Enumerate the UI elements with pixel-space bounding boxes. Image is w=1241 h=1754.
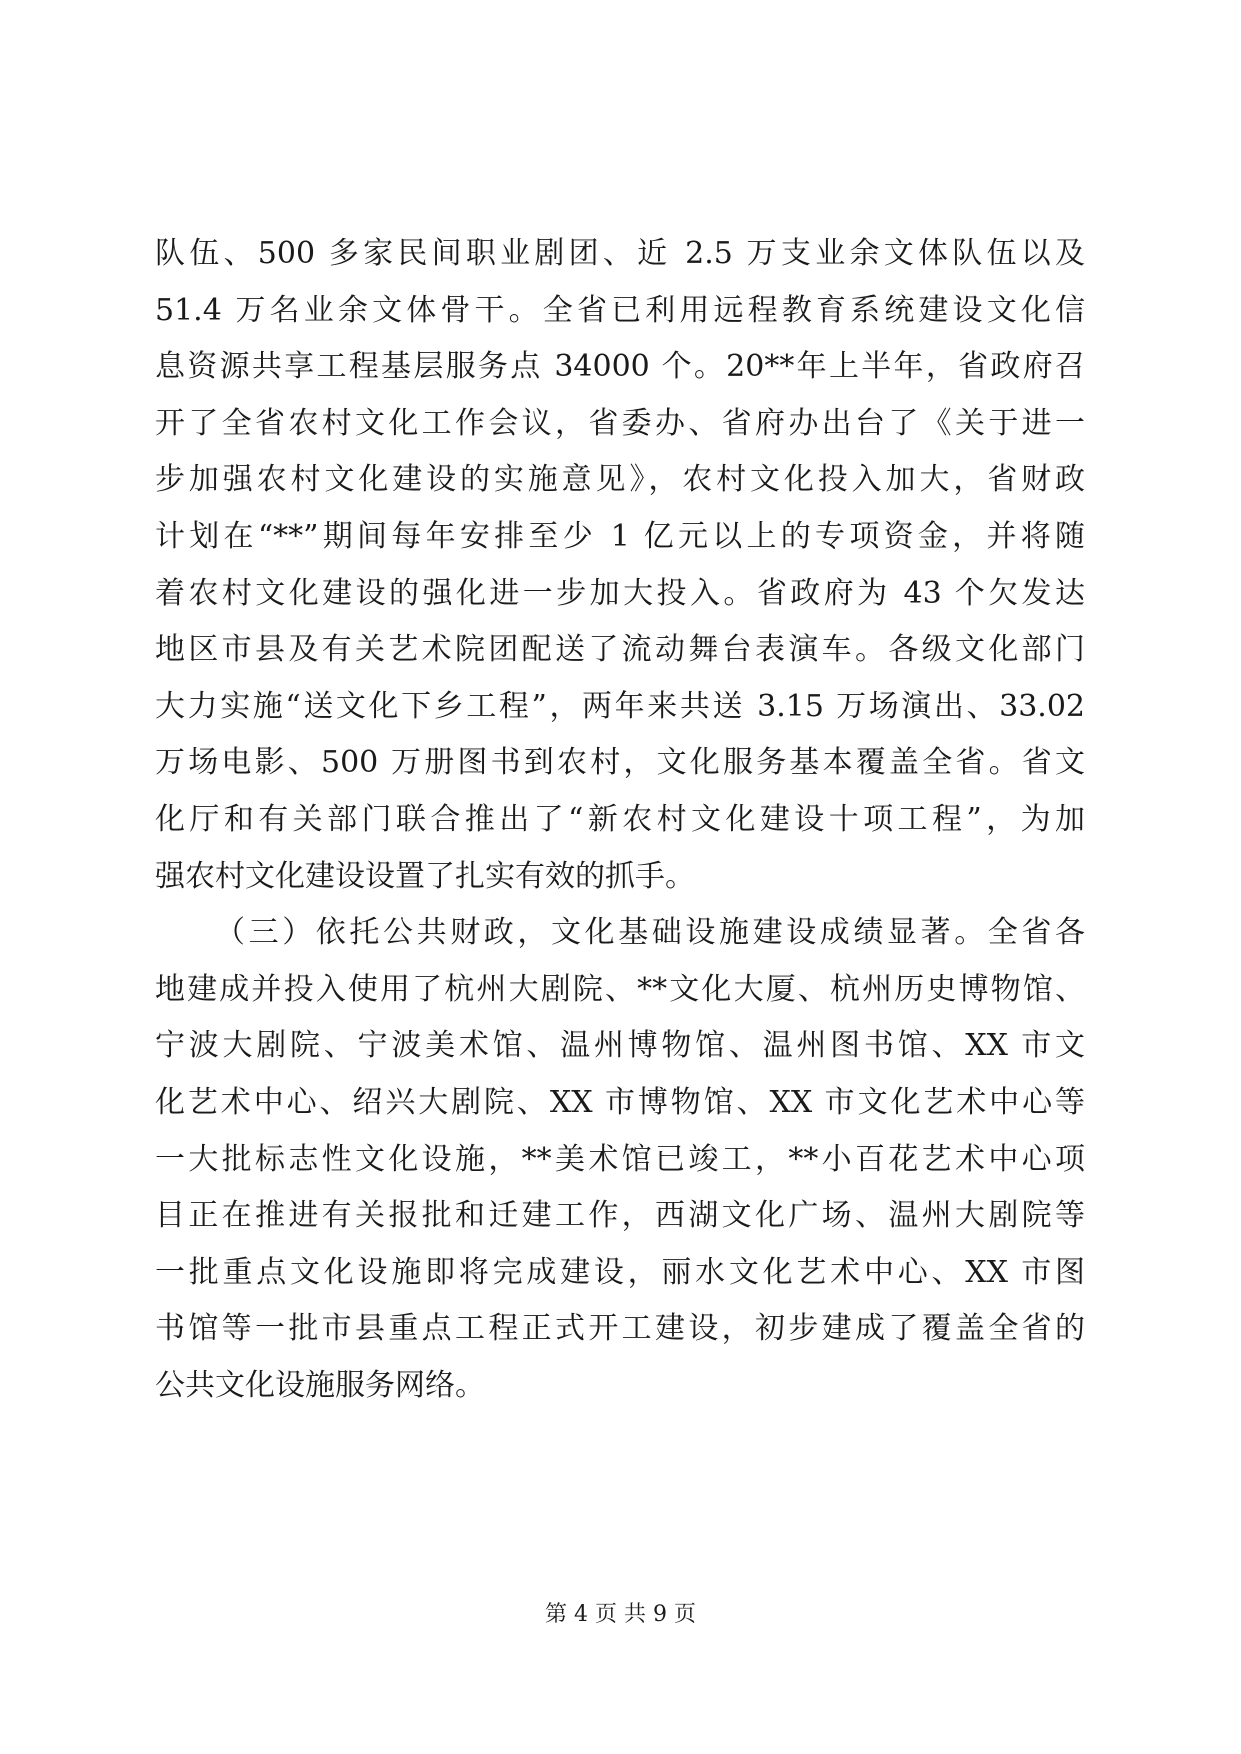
text-line: 书馆等一批市县重点工程正式开工建设，初步建成了覆盖全省的 (155, 1311, 1085, 1347)
text-line: 开了全省农村文化工作会议，省委办、省府办出台了《关于进一 (155, 405, 1085, 441)
document-body (155, 226, 1085, 1414)
paragraph-2 (155, 905, 1085, 1414)
text-line: 地建成并投入使用了杭州大剧院、**文化大厦、杭州历史博物馆、 (155, 971, 1085, 1007)
text-line: 计划在“**”期间每年安排至少 1 亿元以上的专项资金，并将随 (155, 518, 1085, 554)
text-line: 地区市县及有关艺术院团配送了流动舞台表演车。各级文化部门 (155, 632, 1085, 668)
text-line: 队伍、500 多家民间职业剧团、近 2.5 万支业余文体队伍以及 (155, 236, 1085, 271)
text-line: 化艺术中心、绍兴大剧院、XX 市博物馆、XX 市文化艺术中心等 (155, 1084, 1085, 1120)
text-line: 着农村文化建设的强化进一步加大投入。省政府为 43 个欠发达 (155, 575, 1085, 611)
text-line: 息资源共享工程基层服务点 34000 个。20**年上半年，省政府召 (155, 349, 1085, 385)
text-line: 大力实施“送文化下乡工程”，两年来共送 3.15 万场演出、33.02 (155, 688, 1085, 724)
text-line: 万场电影、500 万册图书到农村，文化服务基本覆盖全省。省文 (155, 745, 1085, 781)
text-line: （三）依托公共财政，文化基础设施建设成绩显著。全省各 (215, 915, 1085, 951)
text-line: 目正在推进有关报批和迁建工作，西湖文化广场、温州大剧院等 (155, 1198, 1085, 1234)
text-line: 一大批标志性文化设施，**美术馆已竣工，**小百花艺术中心项 (155, 1141, 1085, 1177)
text-line: 宁波大剧院、宁波美术馆、温州博物馆、温州图书馆、XX 市文 (155, 1028, 1085, 1064)
paragraph-1 (155, 226, 1085, 905)
text-line: 51.4 万名业余文体骨干。全省已利用远程教育系统建设文化信 (155, 292, 1085, 328)
text-line: 化厅和有关部门联合推出了“新农村文化建设十项工程”，为加 (155, 801, 1085, 837)
text-line: 步加强农村文化建设的实施意见》，农村文化投入加大，省财政 (155, 462, 1085, 498)
text-line: 一批重点文化设施即将完成建设，丽水文化艺术中心、XX 市图 (155, 1254, 1085, 1290)
page-number-footer: 第 4 页 共 9 页 (545, 1602, 696, 1627)
text-line: 强农村文化建设设置了扎实有效的抓手。 (155, 858, 695, 894)
text-line: 公共文化设施服务网络。 (155, 1367, 485, 1403)
